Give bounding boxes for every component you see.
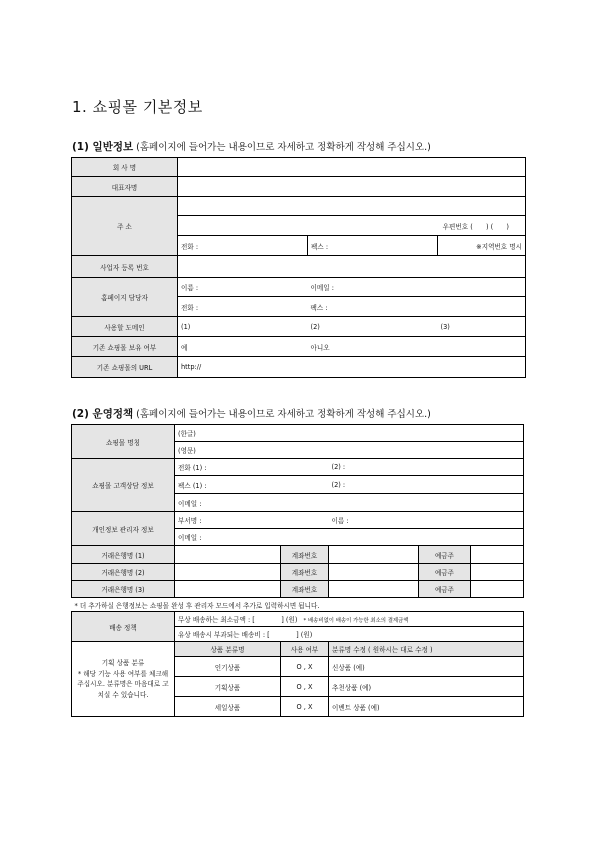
account-holder-field[interactable] — [471, 546, 524, 564]
company-name-label: 회 사 명 — [72, 158, 178, 177]
bank-name-label: 거래은행명 (3) — [72, 581, 175, 598]
domain-label: 사용할 도메인 — [72, 317, 178, 337]
domain-field-1[interactable]: (1) — [178, 317, 308, 337]
planned-category-name: 기획상품 — [175, 677, 281, 697]
business-number-label: 사업자 등록 번호 — [72, 256, 178, 278]
bank-name-field[interactable] — [175, 564, 281, 581]
cs-fax-1-field[interactable]: 팩스 (1) : — [175, 476, 329, 494]
business-number-field[interactable] — [178, 256, 526, 278]
free-shipping-text: 무상 배송하는 최소금액 : [ ] (원) — [178, 616, 298, 624]
bank-name-field[interactable] — [175, 546, 281, 564]
paid-shipping-field[interactable]: 유상 배송시 부과되는 배송비 : [ ] (원) — [175, 627, 524, 642]
bank-name-label: 거래은행명 (2) — [72, 564, 175, 581]
mall-name-label: 쇼핑몰 명칭 — [72, 425, 175, 459]
col-category-name: 상품 분류명 — [175, 642, 281, 657]
account-number-label: 계좌번호 — [281, 581, 329, 598]
planned-edit-field[interactable]: 추천상품 (예) — [329, 677, 524, 697]
existing-mall-label: 기존 쇼핑몰 보유 여부 — [72, 337, 178, 357]
address-fax-label[interactable]: 팩스 : — [308, 236, 438, 256]
account-holder-field[interactable] — [471, 581, 524, 598]
hp-manager-phone-field[interactable]: 전화 : — [178, 297, 308, 317]
general-info-title: (1) 일반정보 — [72, 141, 134, 153]
account-number-label: 계좌번호 — [281, 546, 329, 564]
privacy-email-field[interactable]: 이메일 : — [175, 529, 524, 546]
cs-phone-2-field[interactable]: (2) : — [329, 459, 524, 476]
account-holder-label: 예금주 — [419, 581, 471, 598]
general-info-table — [71, 157, 526, 378]
hp-manager-fax-field[interactable]: 팩스 : — [308, 297, 526, 317]
planned-products-desc: * 해당 기능 사용 여부를 체크해주십시오. 분류명은 마음대로 고치실 수 있습니다. — [77, 669, 169, 699]
cs-email-field[interactable]: 이메일 : — [175, 494, 524, 512]
col-use: 사용 여부 — [281, 642, 329, 657]
mall-name-english-field[interactable]: (영문) — [175, 442, 524, 459]
planned-products-title: 기획 상품 분류 — [101, 659, 145, 667]
account-number-field[interactable] — [329, 564, 419, 581]
account-number-label: 계좌번호 — [281, 564, 329, 581]
operation-heading — [72, 406, 431, 421]
planned-edit-field[interactable]: 신상품 (예) — [329, 657, 524, 677]
cs-fax-2-field[interactable]: (2) : — [329, 476, 524, 494]
planned-category-name: 인기상품 — [175, 657, 281, 677]
cs-phone-1-field[interactable]: 전화 (1) : — [175, 459, 329, 476]
existing-url-field[interactable]: http:// — [178, 357, 526, 378]
bank-name-label: 거래은행명 (1) — [72, 546, 175, 564]
operation-table — [71, 424, 524, 717]
ceo-name-field[interactable] — [178, 177, 526, 197]
existing-mall-no[interactable]: 아니오 — [308, 337, 526, 357]
planned-use-toggle[interactable]: O , X — [281, 697, 329, 717]
account-holder-field[interactable] — [471, 564, 524, 581]
planned-products-cell — [72, 642, 175, 717]
general-info-note: (홈페이지에 들어가는 내용이므로 자세하고 정확하게 작성해 주십시오.) — [136, 142, 431, 153]
domain-field-3[interactable]: (3) — [438, 317, 526, 337]
cs-info-label: 쇼핑몰 고객상담 정보 — [72, 459, 175, 512]
hp-manager-email-field[interactable]: 이메일 : — [308, 278, 526, 297]
company-name-field[interactable] — [178, 158, 526, 177]
domain-field-2[interactable]: (2) — [308, 317, 438, 337]
account-number-field[interactable] — [329, 581, 419, 598]
bank-name-field[interactable] — [175, 581, 281, 598]
operation-title: (2) 운영정책 — [72, 408, 134, 420]
postal-code-field[interactable]: 우편번호 ( ) ( ) — [178, 216, 526, 236]
bank-note: * 더 추가하실 은행정보는 쇼핑몰 완성 후 관리자 모드에서 추가로 입력하시면 됩니다. — [72, 598, 524, 612]
free-shipping-field[interactable] — [175, 612, 524, 627]
area-code-note: ※지역번호 명시 — [438, 236, 526, 256]
planned-use-toggle[interactable]: O , X — [281, 677, 329, 697]
existing-mall-yes[interactable]: 예 — [178, 337, 308, 357]
account-holder-label: 예금주 — [419, 546, 471, 564]
operation-note: (홈페이지에 들어가는 내용이므로 자세하고 정확하게 작성해 주십시오.) — [136, 409, 431, 420]
planned-edit-field[interactable]: 이벤트 상품 (예) — [329, 697, 524, 717]
hp-manager-label: 홈페이지 담당자 — [72, 278, 178, 317]
address-line-field[interactable] — [178, 197, 526, 216]
address-label: 주 소 — [72, 197, 178, 256]
free-shipping-note: * 배송비없이 배송이 가능한 최소의 결제금액 — [303, 618, 409, 624]
existing-url-label: 기존 쇼핑몰의 URL — [72, 357, 178, 378]
col-edit-name: 분류명 수정 ( 원하시는 대로 수정 ) — [329, 642, 524, 657]
shipping-policy-label: 배송 정책 — [72, 612, 175, 642]
privacy-dept-field[interactable]: 부서명 : — [175, 512, 329, 529]
privacy-name-field[interactable]: 이름 : — [329, 512, 524, 529]
hp-manager-name-field[interactable]: 이름 : — [178, 278, 308, 297]
address-phone-label[interactable]: 전화 : — [178, 236, 308, 256]
planned-category-name: 세일상품 — [175, 697, 281, 717]
account-holder-label: 예금주 — [419, 564, 471, 581]
account-number-field[interactable] — [329, 546, 419, 564]
ceo-name-label: 대표자명 — [72, 177, 178, 197]
general-info-heading — [72, 139, 431, 154]
mall-name-korean-field[interactable]: (한글) — [175, 425, 524, 442]
privacy-manager-label: 개인정보 관리자 정보 — [72, 512, 175, 546]
planned-use-toggle[interactable]: O , X — [281, 657, 329, 677]
page-title: 1. 쇼핑몰 기본정보 — [72, 98, 203, 116]
